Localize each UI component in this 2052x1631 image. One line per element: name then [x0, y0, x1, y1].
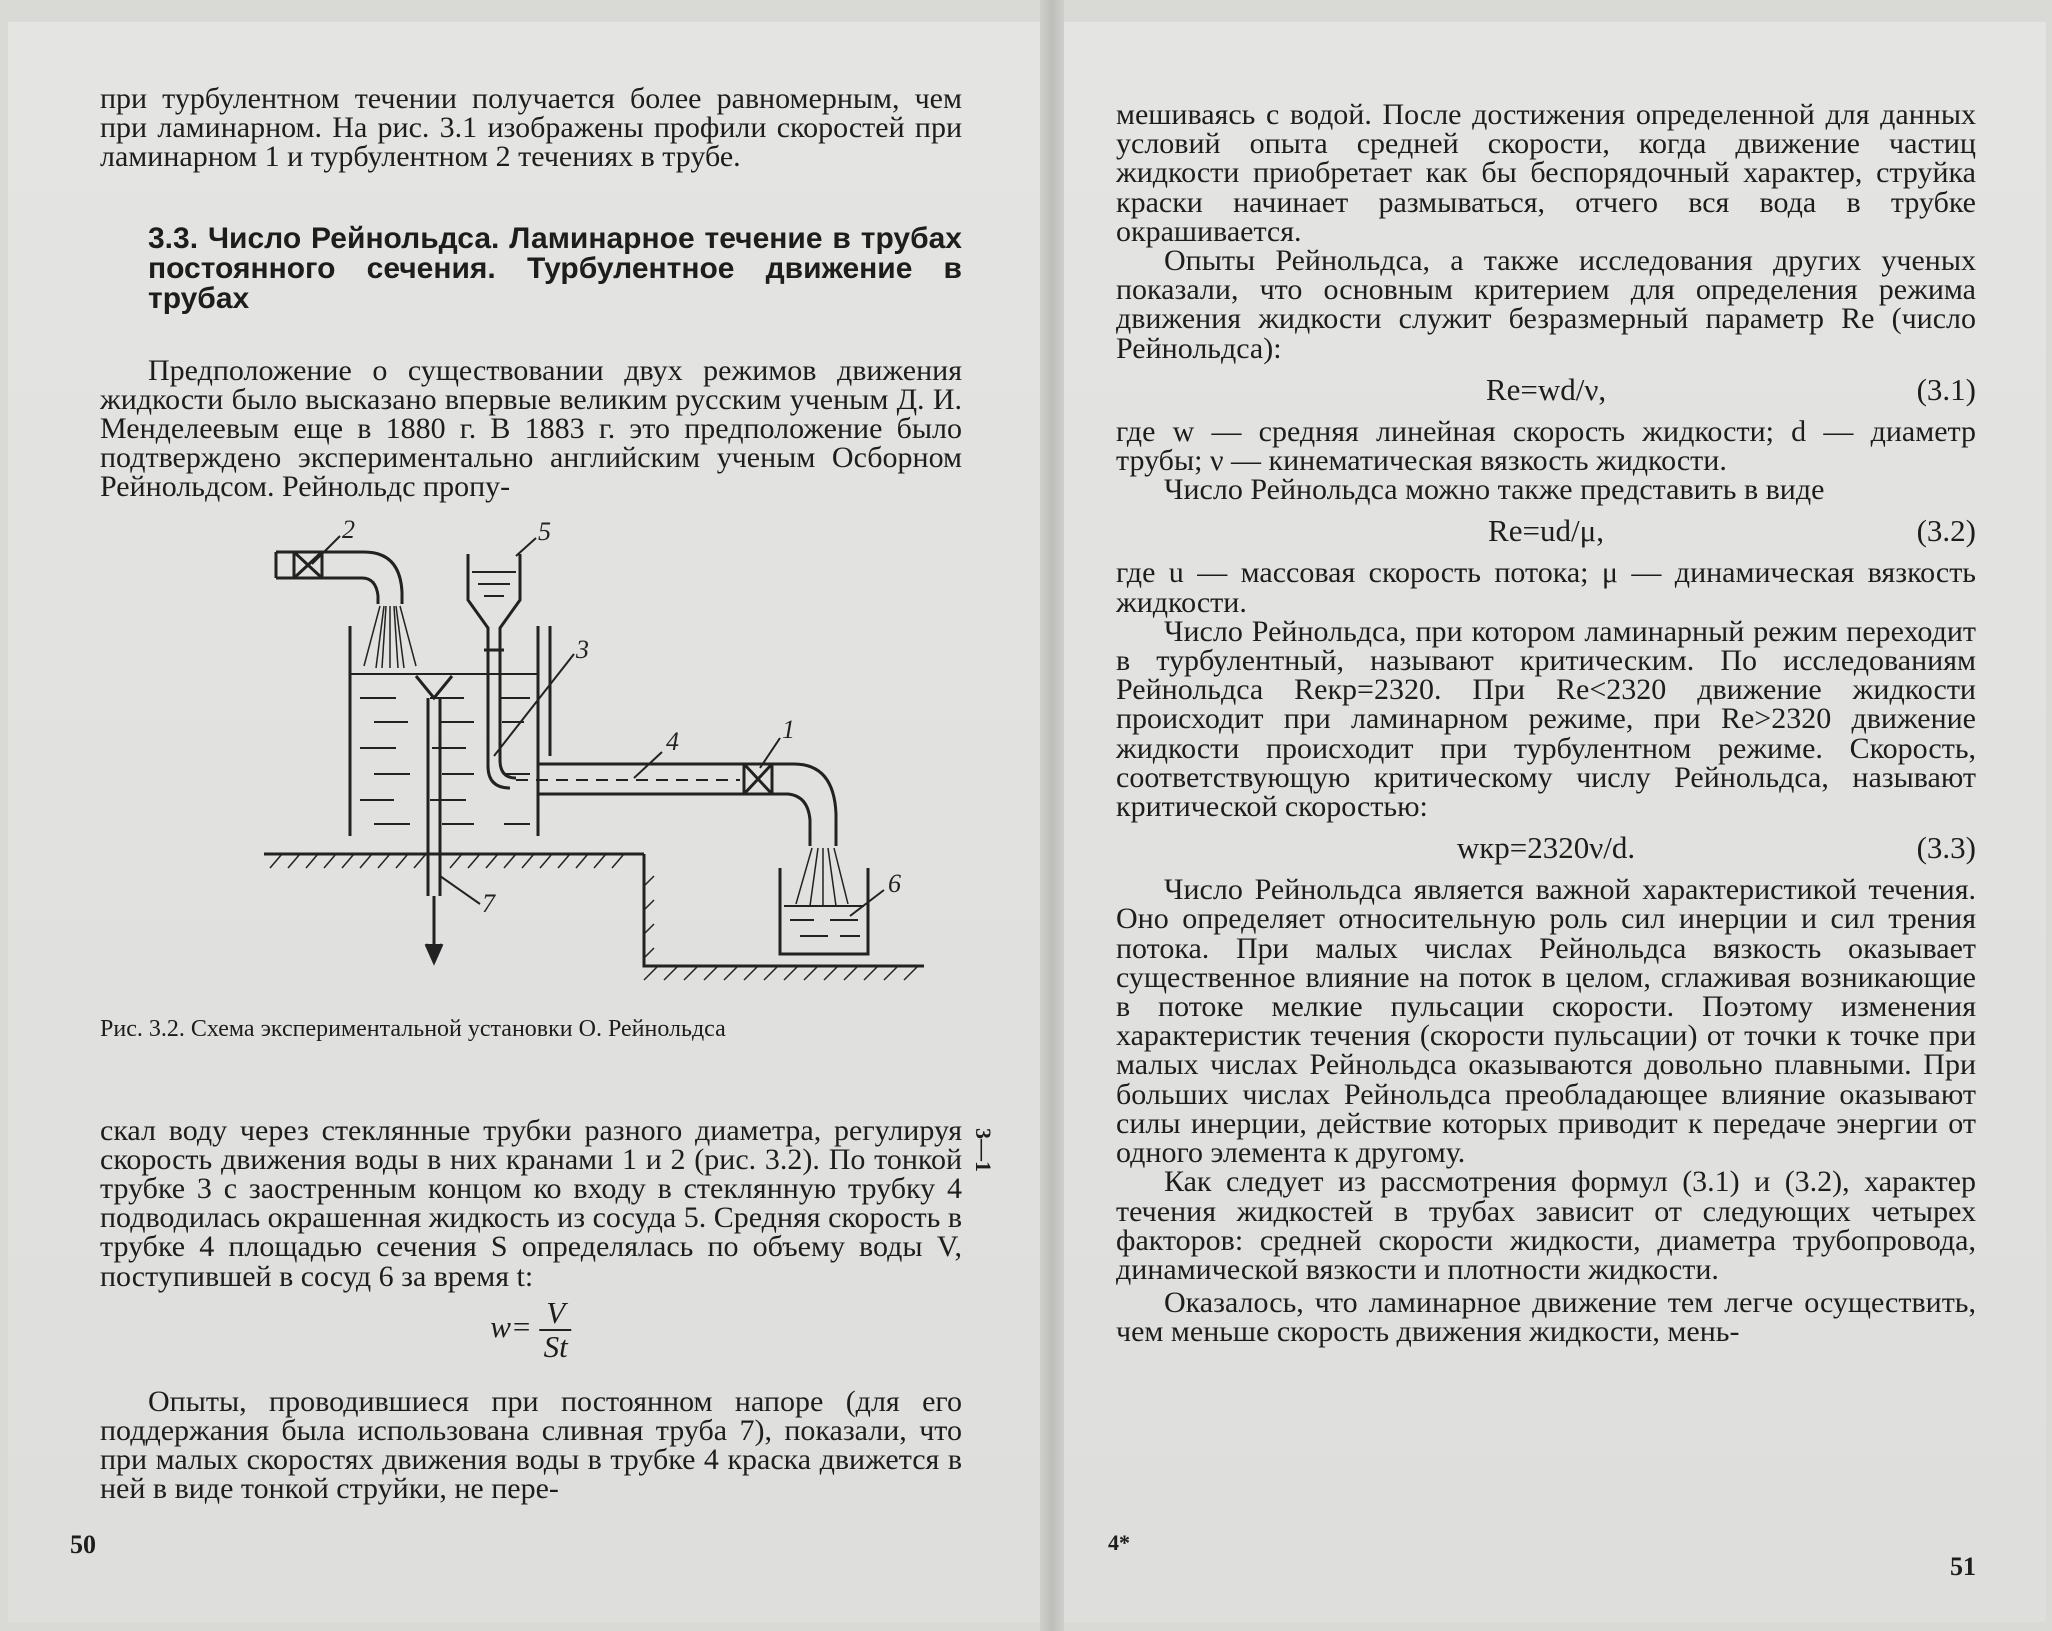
figure-label-2: 2 [342, 514, 355, 544]
book-gutter [1040, 0, 1064, 1631]
signature-mark: 4* [1108, 1530, 1130, 1555]
figure-label-4: 4 [666, 726, 679, 756]
right-paragraph-1: мешиваясь с водой. После достижения определенной для данных условий опыта средней скорости, когда движение частиц жидкости приобретает как бы беспорядочный характер, струйка краски начинает размываться, отчего вся вода в трубке окрашивается. [1116, 98, 1976, 248]
right-paragraph-5: где u — массовая скорость потока; μ — динамическая вязкость жидкости. [1116, 556, 1976, 619]
formula-lhs: w= [490, 1308, 532, 1344]
left-paragraph-3: скал воду через стеклянные трубки разного диаметра, регулируя скорость движения воды в них кранами 1 и 2 (рис. 3.2). По тонкой трубке 3 с заостренным концом ко входу в стеклянную трубку 4 подводилась окрашенная жидкость из сосуда 5. Средняя скорость в трубке 4 площадью сечения S определялась по объему воды V, поступившей в сосуд 6 за время t: [100, 1113, 962, 1293]
right-paragraph-4: Число Рейнольдса можно также представить в виде [1164, 473, 1825, 507]
right-page-number: 51 [1950, 1552, 1976, 1581]
formula-velocity [100, 1291, 962, 1387]
right-paragraph-3: где w — средняя линейная скорость жидкости; d — диаметр трубы; ν — кинематическая вязкость жидкости. [1116, 414, 1976, 478]
equation-3-1-body: Re=wd/ν, [1485, 371, 1607, 407]
figure-label-5: 5 [538, 516, 551, 546]
right-paragraph-9: Оказалось, что ламинарное движение тем легче осуществить, чем меньше скорость движения жидкости, мень- [1116, 1286, 1976, 1349]
figure-label-3: 3 [576, 634, 589, 664]
equation-3-1 [1116, 363, 1976, 417]
equation-3-3-body: wкр=2320ν/d. [1456, 830, 1636, 866]
left-paragraph-1: при турбулентном течении получается более равномерным, чем при ламинарном. На рис. 3.1 изображены профили скоростей при ламинарном 1 и турбулентном 2 течениях в трубе. [100, 82, 962, 174]
formula-numerator: V [540, 1297, 572, 1331]
equation-3-3-number: (3.3) [1916, 830, 1976, 866]
figure-label-1: 1 [782, 714, 795, 744]
right-paragraph-6: Число Рейнольдса, при котором ламинарный режим переходит в турбулентный, называют критическим. По исследованиям Рейнольдса Reкр=2320. При Re<2320 движение жидкости происходит при ламинарном режиме, при Re>2320 движение жидкости происходит при турбулентном режиме. Скорость, соответствующую критическому числу Рейнольдса, называют критической скоростью: [1116, 614, 1976, 824]
section-heading: 3.3. Число Рейнольдса. Ламинарное течение в трубах постоянного сечения. Турбулентное движение в трубах [148, 221, 962, 315]
left-paragraph-4: Опыты, проводившиеся при постоянном напоре (для его поддержания была использована сливная труба 7), показали, что при малых скоростях движения воды в трубке 4 краска движется в ней в виде тонкой струйки, не пере- [100, 1384, 962, 1506]
equation-3-3 [1116, 821, 1976, 875]
figure-caption: Рис. 3.2. Схема экспериментальной установки О. Рейнольдса [100, 1016, 726, 1042]
formula-denominator: St [543, 1328, 568, 1364]
left-page-number: 50 [70, 1530, 96, 1559]
left-paragraph-2: Предположение о существовании двух режимов движения жидкости было высказано впервые великим русским ученым Д. И. Менделеевым еще в 1880 г. В 1883 г. это предположение было подтверждено экспериментально английским ученым Осборном Рейнольдсом. Рейнольдс пропу- [100, 353, 962, 504]
equation-3-2-body: Re=ud/μ, [1488, 513, 1604, 549]
right-column [1116, 100, 1976, 1347]
equation-3-2 [1116, 504, 1976, 558]
equation-3-1-number: (3.1) [1916, 371, 1976, 407]
figure-label-7: 7 [482, 888, 495, 918]
apparatus-diagram [184, 514, 901, 1016]
right-paragraph-7: Число Рейнольдса является важной характеристикой течения. Оно определяет относительную роль сил инерции и сил трения потока. При малых числах Рейнольдса вязкость оказывает существенное влияние на поток в целом, сглаживая возникающие в потоке мелкие пульсации скорости. Поэтому изменения характеристик течения (скорости пульсации) от точки к точке при малых числах Рейнольдса оказываются довольно плавными. При больших числах Рейнольдса преобладающее влияние оказывают силы инерции, действие которых приводит к передаче энергии от одного элемента к другому. [1116, 873, 1976, 1170]
spine-mark: 3—1 [971, 1128, 996, 1172]
right-paragraph-8: Как следует из рассмотрения формул (3.1) и (3.2), характер течения жидкостей в трубах зависит от следующих четырех факторов: средней скорости жидкости, диаметра трубопровода, динамической вязкости и плотности жидкости. [1116, 1165, 1976, 1286]
equation-3-2-number: (3.2) [1916, 513, 1976, 549]
figure-label-6: 6 [888, 868, 901, 898]
figure-reynolds-apparatus [100, 516, 962, 1036]
left-column [100, 84, 962, 1504]
right-paragraph-2: Опыты Рейнольдса, а также исследования других ученых показали, что основным критерием для определения режима движения жидкости служит безразмерный параметр Re (число Рейнольдса): [1116, 244, 1976, 365]
